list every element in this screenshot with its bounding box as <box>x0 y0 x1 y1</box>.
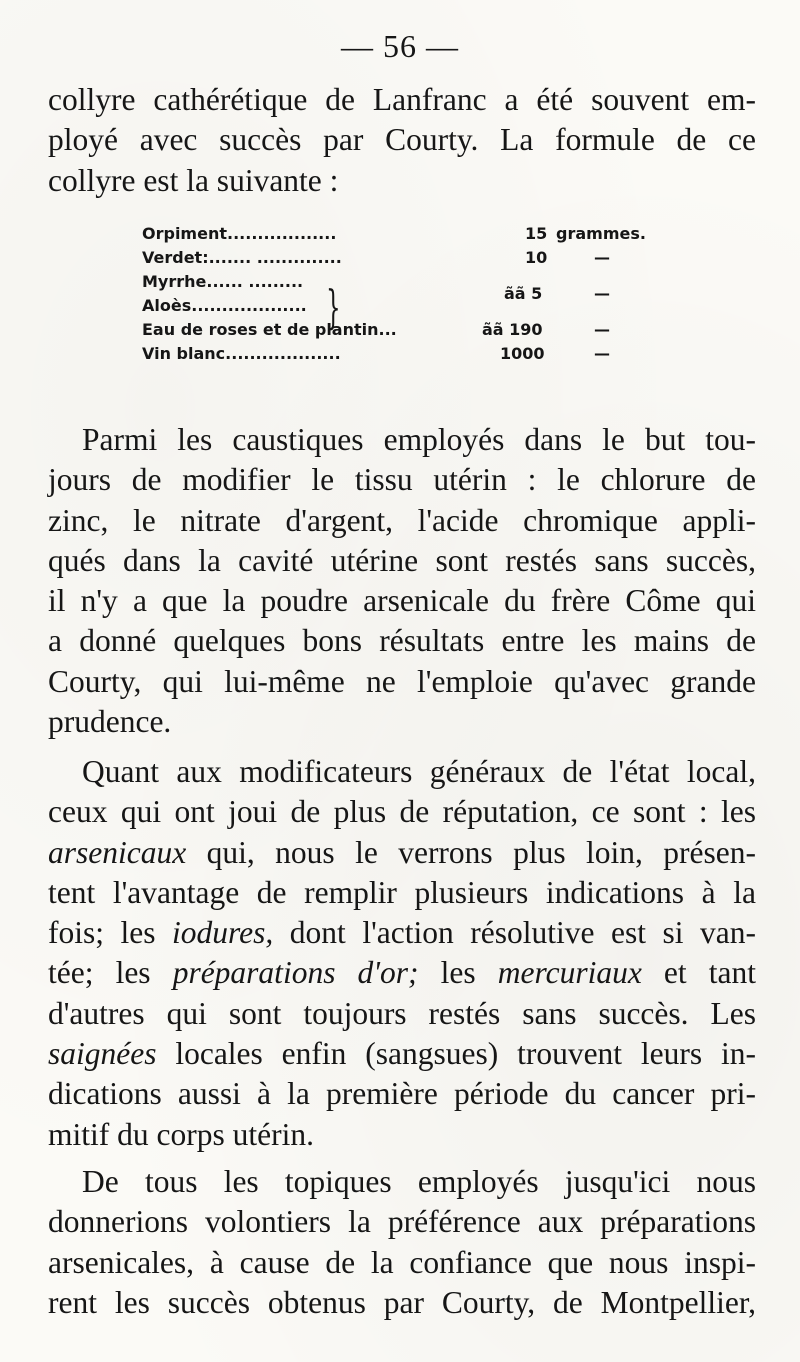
text-line <box>48 1034 756 1074</box>
ingredient-name: Verdet <box>142 248 203 267</box>
formula-row <box>142 284 662 318</box>
text-line <box>48 913 756 953</box>
ingredient-name: Vin blanc <box>142 344 226 363</box>
text-line: d'autres qui sont toujours restés sans succès. Les <box>48 995 756 1031</box>
text-line: rent les succès obtenus par Courty, de Montpellier, <box>48 1284 756 1320</box>
ingredient-quantity: 1000 <box>500 344 545 363</box>
ingredient-unit: — <box>594 320 610 339</box>
text-line: tent l'avantage de remplir plusieurs indications à la <box>48 874 756 910</box>
page-number: — 56 — <box>341 28 459 64</box>
italic-term: saignées <box>48 1036 157 1072</box>
formula-row <box>142 246 662 270</box>
formula-row <box>142 270 662 294</box>
leader-dots: ...... ......... <box>206 272 304 291</box>
text-line: il n'y a que la poudre arsenicale du frère Côme qui <box>48 583 756 619</box>
leader-dots: :....... .............. <box>202 248 342 267</box>
brace-glyph: } <box>326 280 341 334</box>
text-run: qui, nous le verrons plus loin, présen- <box>186 834 756 870</box>
paragraph-intro <box>48 80 756 201</box>
text-line: Quant aux modificateurs généraux de l'état local, <box>82 754 756 789</box>
ingredient-quantity: ãã 5 <box>504 284 543 303</box>
leader-dots: ................... <box>191 296 307 315</box>
ingredient-unit: — <box>594 344 610 363</box>
text-run: locales enfin (sangsues) trouvent leurs in- <box>156 1036 756 1072</box>
text-line: De tous les topiques employés jusqu'ici nous <box>82 1164 756 1199</box>
text-run: fois; les <box>48 915 173 951</box>
ingredient-unit: — <box>594 284 610 303</box>
paragraph-topiques <box>48 1162 756 1323</box>
ingredient-quantity: 15 <box>525 224 548 243</box>
ingredient-unit: — <box>594 248 610 267</box>
collyre-formula <box>142 222 662 366</box>
text-line: collyre cathérétique de Lanfranc a été souvent em- <box>48 82 756 117</box>
text-line: dications aussi à la première période du cancer pri- <box>48 1076 756 1112</box>
italic-term: arsenicaux <box>48 834 187 870</box>
paragraph-modifiers <box>48 752 756 1155</box>
text-line: arsenicales, à cause de la confiance que nous inspi- <box>48 1244 756 1280</box>
text-line: ployé avec succès par Courty. La formule de ce <box>48 122 756 158</box>
leader-dots: ... <box>378 320 397 339</box>
text-line: prudence. <box>48 704 172 740</box>
text-line: mitif du corps utérin. <box>48 1116 314 1152</box>
italic-term: préparations d'or; <box>172 955 419 991</box>
text-line <box>48 833 756 873</box>
text-line: zinc, le nitrate d'argent, l'acide chromique appli- <box>48 502 756 538</box>
text-run: dont l'action résolutive est si van- <box>273 915 756 951</box>
ingredient-quantity: 10 <box>525 248 548 267</box>
italic-term: mercuriaux <box>497 955 642 991</box>
ingredient-quantity: ãã 190 <box>482 320 543 339</box>
ingredient-name: Orpiment <box>142 224 227 243</box>
text-line: qués dans la cavité utérine sont restés sans succès, <box>48 542 756 578</box>
text-line: ceux qui ont joui de plus de réputation, ce sont : les <box>48 794 756 830</box>
ingredient-unit: grammes. <box>556 224 646 243</box>
ingredient-name: Eau de roses et de plantin <box>142 320 379 339</box>
formula-row <box>142 342 662 366</box>
leader-dots: .................. <box>227 224 337 243</box>
text-line: jours de modifier le tissu utérin : le chlorure de <box>48 462 756 498</box>
text-line <box>48 953 756 993</box>
formula-row <box>142 318 662 342</box>
text-run: et tant <box>641 955 756 991</box>
text-line: Courty, qui lui-même ne l'emploie qu'avec grande <box>48 663 756 699</box>
paragraph-caustics <box>48 420 756 742</box>
formula-row <box>142 222 662 246</box>
text-line: collyre est la suivante : <box>48 162 339 198</box>
ingredient-name: Aloès <box>142 296 192 315</box>
ingredient-name: Myrrhe <box>142 272 207 291</box>
text-run: tée; les <box>48 955 173 991</box>
text-run: les <box>418 955 498 991</box>
text-line: Parmi les caustiques employés dans le but tou- <box>82 422 756 457</box>
italic-term: iodures, <box>172 915 274 951</box>
text-line: a donné quelques bons résultats entre les mains de <box>48 623 756 659</box>
text-line: donnerions volontiers la préférence aux préparations <box>48 1204 756 1240</box>
leader-dots: ................... <box>225 344 341 363</box>
